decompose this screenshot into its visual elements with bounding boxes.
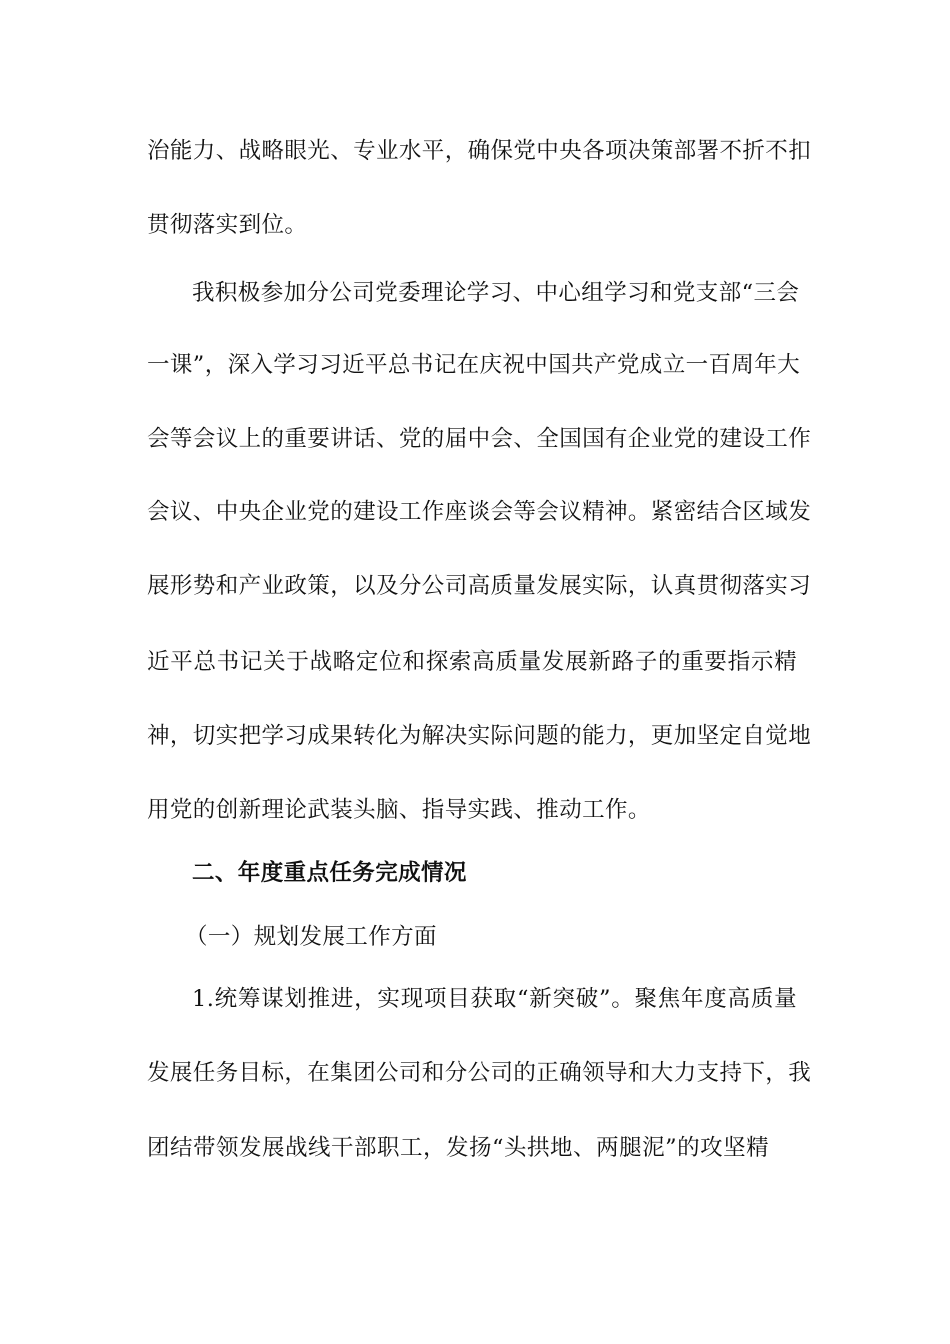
paragraph-line: 发展任务目标，在集团公司和分公司的正确领导和大力支持下，我 (147, 1060, 812, 1086)
paragraph-line: 一课”，深入学习习近平总书记在庆祝中国共产党成立一百周年大 (147, 352, 801, 378)
paragraph-line: 团结带领发展战线干部职工，发扬“头拱地、两腿泥”的攻坚精 (147, 1135, 769, 1161)
paragraph-line: 会议、中央企业党的建设工作座谈会等会议精神。紧密结合区域发 (147, 499, 812, 525)
subsection-heading: （一）规划发展工作方面 (185, 924, 437, 950)
paragraph-line: 神，切实把学习成果转化为解决实际问题的能力，更加坚定自觉地 (147, 723, 812, 749)
paragraph-line: 我积极参加分公司党委理论学习、中心组学习和党支部“三会 (192, 280, 800, 306)
paragraph-line: 会等会议上的重要讲话、党的届中会、全国国有企业党的建设工作 (147, 426, 812, 452)
section-heading: 二、年度重点任务完成情况 (192, 860, 467, 886)
paragraph-line: 贯彻落实到位。 (147, 212, 308, 238)
paragraph-line: 用党的创新理论武装头脑、指导实践、推动工作。 (147, 797, 651, 823)
paragraph-line: 近平总书记关于战略定位和探索高质量发展新路子的重要指示精 (147, 649, 797, 675)
paragraph-line: 1.统筹谋划推进，实现项目获取“新突破”。聚焦年度高质量 (192, 986, 797, 1012)
paragraph-line: 治能力、战略眼光、专业水平，确保党中央各项决策部署不折不扣 (147, 138, 812, 164)
paragraph-line: 展形势和产业政策，以及分公司高质量发展实际，认真贯彻落实习 (147, 573, 812, 599)
